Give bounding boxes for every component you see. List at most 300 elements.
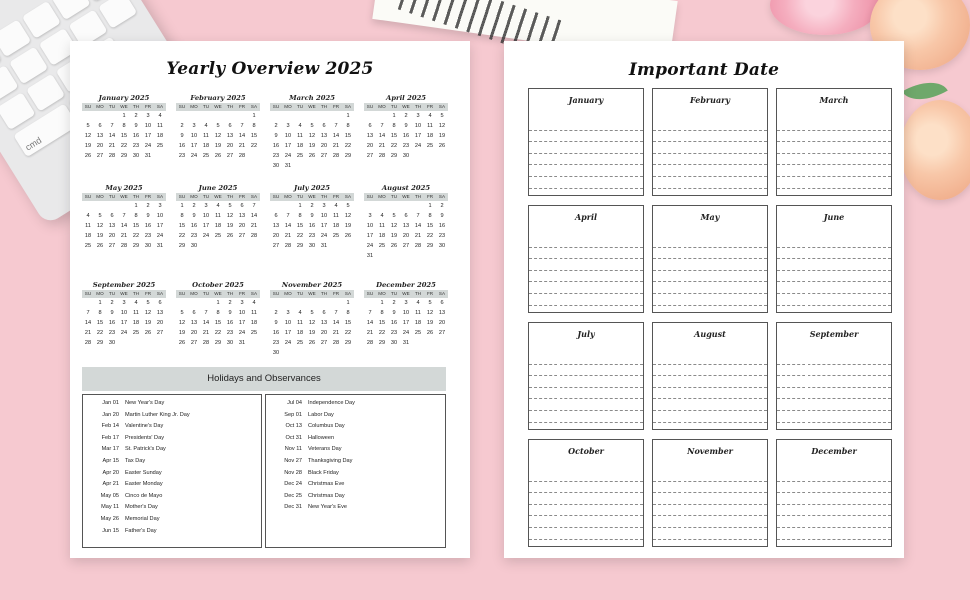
day-cell: 8 [346,123,350,129]
weekday-label: TU [296,194,304,199]
weekday-label: SU [366,194,374,199]
writing-line [777,131,891,143]
weekday-label: FR [144,104,152,109]
day-cell: 29 [132,243,140,249]
day-cell: 23 [144,233,152,239]
day-cell: 6 [274,213,278,219]
day-cell: 1 [122,113,126,119]
day-cell: 22 [250,143,258,149]
day-cell: 10 [120,310,128,316]
day-empty [294,111,306,121]
weekday-header [176,193,260,201]
day-cell: 12 [344,213,352,219]
day-cell: 26 [96,243,104,249]
day-cell: 22 [426,233,434,239]
holiday-name: Memorial Day [125,515,160,522]
day-cell: 24 [320,233,328,239]
weekday-label: WE [308,291,316,296]
day-grid [82,111,166,161]
day-cell: 23 [178,153,186,159]
day-grid [364,298,448,348]
day-cell: 18 [332,223,340,229]
day-cell: 17 [156,223,164,229]
day-cell: 12 [438,123,446,129]
day-cell: 20 [238,223,246,229]
day-cell: 14 [366,320,374,326]
holiday-item [83,491,261,503]
day-cell: 15 [378,320,386,326]
day-cell: 27 [108,243,116,249]
holiday-date: May 26 [100,515,119,522]
writing-line [777,142,891,154]
day-cell: 10 [366,223,374,229]
day-cell: 23 [226,330,234,336]
day-cell: 3 [416,113,420,119]
day-cell: 23 [108,330,116,336]
day-cell: 25 [414,330,422,336]
day-cell: 31 [320,243,328,249]
writing-line [777,282,891,294]
day-cell: 10 [320,213,328,219]
day-cell: 23 [132,143,140,149]
day-cell: 26 [390,243,398,249]
mini-calendar [270,281,354,358]
day-cell: 19 [390,233,398,239]
writing-lines [529,353,643,423]
weekday-label: FR [426,194,434,199]
writing-line [529,411,643,423]
writing-line [653,142,767,154]
day-cell: 26 [84,153,92,159]
day-cell: 20 [366,143,374,149]
holiday-name: Easter Sunday [125,469,162,476]
day-cell: 17 [366,233,374,239]
weekday-label: MO [378,104,386,109]
day-cell: 30 [438,243,446,249]
writing-line [529,177,643,189]
day-cell: 3 [286,310,290,316]
day-cell: 16 [108,320,116,326]
day-cell: 8 [380,310,384,316]
day-cell: 14 [332,133,340,139]
day-cell: 11 [133,310,139,316]
day-cell: 28 [366,340,374,346]
day-cell: 5 [86,123,90,129]
holiday-date: Apr 21 [102,481,119,488]
day-cell: 15 [250,133,258,139]
day-cell: 19 [344,223,352,229]
writing-line [529,516,643,528]
day-cell: 31 [144,153,152,159]
writing-line [653,516,767,528]
day-empty [282,298,294,308]
day-cell: 18 [202,143,210,149]
day-cell: 28 [414,243,422,249]
day-cell: 3 [404,300,408,306]
day-empty [200,298,212,308]
day-cell: 13 [108,223,116,229]
day-cell: 26 [344,233,352,239]
day-cell: 15 [178,223,186,229]
weekday-label: SA [156,291,164,296]
day-cell: 4 [252,300,256,306]
day-cell: 3 [368,213,372,219]
weekday-label: TH [320,194,328,199]
weekday-label: TH [414,104,422,109]
writing-line [653,505,767,517]
writing-line [529,282,643,294]
day-cell: 4 [416,300,420,306]
important-date-box [528,205,644,313]
holiday-name: Thanksgiving Day [308,457,353,464]
day-cell: 26 [144,330,152,336]
day-cell: 5 [146,300,150,306]
writing-lines [777,119,891,189]
writing-line [653,165,767,177]
day-cell: 17 [120,320,128,326]
day-cell: 9 [310,213,314,219]
holiday-name: Tax Day [125,457,146,464]
day-cell: 26 [438,143,446,149]
important-date-month: March [819,95,849,105]
day-cell: 19 [308,143,316,149]
weekday-label: MO [190,291,198,296]
weekday-header [82,290,166,298]
day-cell: 12 [308,133,316,139]
writing-line [529,131,643,143]
day-cell: 20 [320,330,328,336]
important-date-month: May [700,212,720,222]
weekday-header [270,193,354,201]
holiday-date: Nov 27 [284,457,302,464]
day-cell: 8 [216,310,220,316]
day-cell: 9 [134,123,138,129]
weekday-label: WE [120,194,128,199]
day-cell: 28 [238,153,246,159]
day-cell: 3 [204,203,208,209]
holiday-name: New Year's Eve [308,504,348,511]
day-cell: 27 [402,243,410,249]
weekday-label: TU [390,194,398,199]
day-cell: 3 [122,300,126,306]
weekday-label: TH [132,291,140,296]
weekday-label: SA [438,291,446,296]
weekday-label: TU [108,291,116,296]
day-cell: 23 [308,233,316,239]
day-cell: 26 [426,330,434,336]
day-cell: 25 [132,330,140,336]
day-cell: 28 [250,233,258,239]
day-cell: 15 [344,320,352,326]
day-cell: 29 [214,340,222,346]
mini-calendar [176,281,260,348]
holiday-item [266,444,445,456]
day-cell: 27 [96,153,104,159]
writing-line [777,165,891,177]
day-cell: 24 [238,330,246,336]
holiday-name: Mother's Day [125,504,158,511]
day-grid [176,298,260,348]
day-cell: 28 [378,153,386,159]
day-cell: 4 [428,113,432,119]
day-cell: 21 [108,143,116,149]
day-grid [270,201,354,251]
day-cell: 19 [84,143,92,149]
day-cell: 13 [190,320,198,326]
day-grid [82,201,166,251]
day-cell: 10 [284,320,292,326]
day-cell: 5 [440,113,444,119]
holiday-date: Oct 13 [285,423,302,430]
holiday-name: Presidents' Day [125,434,164,441]
writing-line [529,365,643,377]
day-grid [364,111,448,161]
important-date-box [528,88,644,196]
day-cell: 3 [146,113,150,119]
weekday-header [364,193,448,201]
day-cell: 5 [392,213,396,219]
writing-line [653,154,767,166]
holiday-date: Mar 17 [101,446,119,453]
day-cell: 27 [438,330,446,336]
day-cell: 22 [178,233,186,239]
day-cell: 8 [298,213,302,219]
weekday-header [176,103,260,111]
day-empty [82,201,94,211]
writing-line [777,119,891,131]
day-cell: 17 [238,320,246,326]
holiday-date: Nov 28 [284,469,302,476]
weekday-label: TU [296,104,304,109]
important-date-box [776,439,892,547]
holiday-name: Black Friday [308,469,339,476]
writing-line [653,365,767,377]
day-cell: 14 [202,320,210,326]
day-cell: 25 [214,233,222,239]
holiday-item [266,421,445,433]
weekday-label: TU [202,104,210,109]
weekday-label: TU [390,291,398,296]
day-cell: 13 [438,310,446,316]
day-cell: 29 [120,153,128,159]
weekday-label: FR [238,291,246,296]
day-cell: 15 [120,133,128,139]
day-cell: 27 [272,243,280,249]
day-cell: 10 [190,133,198,139]
day-cell: 18 [296,143,304,149]
holiday-date: Nov 11 [284,446,302,453]
writing-line [777,411,891,423]
day-cell: 21 [366,330,374,336]
day-empty [376,111,388,121]
holiday-item [266,479,445,491]
day-empty [318,111,330,121]
holiday-item [266,398,445,410]
mini-calendar [270,94,354,171]
holiday-name: Labor Day [308,411,334,418]
day-cell: 14 [332,320,340,326]
day-cell: 19 [178,330,186,336]
day-empty [106,111,118,121]
day-cell: 18 [84,233,92,239]
day-cell: 11 [203,133,209,139]
day-cell: 17 [414,133,422,139]
weekday-label: SU [272,194,280,199]
day-cell: 10 [402,310,410,316]
day-cell: 8 [98,310,102,316]
holidays-list-2 [265,394,446,548]
day-cell: 4 [334,203,338,209]
writing-line [653,294,767,306]
day-cell: 24 [284,153,292,159]
mini-calendar-title: April 2025 [385,94,427,102]
day-empty [94,201,106,211]
holiday-item [83,456,261,468]
day-cell: 4 [298,123,302,129]
day-cell: 2 [228,300,232,306]
weekday-label: MO [378,194,386,199]
day-cell: 21 [332,143,340,149]
writing-line [777,154,891,166]
day-cell: 7 [110,123,114,129]
writing-line [653,236,767,248]
day-empty [306,298,318,308]
weekday-label: TU [296,291,304,296]
day-cell: 19 [96,233,104,239]
page-title: Yearly Overview 2025 [166,59,374,79]
holiday-item [266,433,445,445]
key-label: cmd [23,135,44,153]
day-cell: 10 [284,133,292,139]
day-cell: 11 [157,123,163,129]
day-cell: 13 [96,133,104,139]
important-date-month: April [574,212,598,222]
writing-line [529,271,643,283]
day-empty [364,111,376,121]
day-cell: 12 [308,320,316,326]
holiday-date: Dec 24 [284,481,302,488]
holiday-item [83,444,261,456]
weekday-label: WE [214,104,222,109]
day-cell: 1 [346,113,350,119]
day-cell: 16 [226,320,234,326]
day-cell: 24 [414,143,422,149]
weekday-label: WE [402,104,410,109]
weekday-label: SA [438,104,446,109]
mini-calendar-title: January 2025 [98,94,150,102]
holiday-item [83,468,261,480]
day-empty [94,111,106,121]
day-cell: 16 [272,143,280,149]
weekday-label: TH [132,104,140,109]
day-cell: 24 [284,340,292,346]
writing-line [777,236,891,248]
weekday-label: TH [414,291,422,296]
day-cell: 21 [202,330,210,336]
weekday-label: SU [178,291,186,296]
day-cell: 16 [144,223,152,229]
day-cell: 25 [378,243,386,249]
pink-flower [770,0,880,35]
day-cell: 8 [346,310,350,316]
day-cell: 5 [428,300,432,306]
day-cell: 9 [180,133,184,139]
holiday-date: Feb 17 [101,434,119,441]
day-cell: 7 [204,310,208,316]
writing-line [529,493,643,505]
day-cell: 13 [402,223,410,229]
holiday-item [266,502,445,514]
day-cell: 1 [180,203,184,209]
writing-line [777,516,891,528]
day-cell: 18 [156,133,164,139]
weekday-label: MO [190,104,198,109]
day-cell: 3 [322,203,326,209]
mini-calendar-title: September 2025 [92,281,156,289]
day-cell: 15 [390,133,398,139]
day-cell: 19 [226,223,234,229]
weekday-label: WE [214,194,222,199]
mini-calendar [82,281,166,348]
day-cell: 29 [178,243,186,249]
writing-lines [777,470,891,540]
day-cell: 22 [132,233,140,239]
day-cell: 26 [308,340,316,346]
mini-calendar-title: November 2025 [281,281,343,289]
day-cell: 19 [144,320,152,326]
day-cell: 5 [346,203,350,209]
day-cell: 28 [84,340,92,346]
important-date-box [528,322,644,430]
mini-calendar-title: July 2025 [294,184,330,192]
writing-line [653,177,767,189]
holiday-item [266,468,445,480]
day-cell: 27 [320,340,328,346]
day-cell: 7 [334,310,338,316]
weekday-label: MO [96,194,104,199]
day-cell: 3 [240,300,244,306]
day-cell: 3 [192,123,196,129]
day-empty [118,201,130,211]
day-cell: 8 [252,123,256,129]
weekday-label: WE [402,194,410,199]
holiday-name: Halloween [308,434,335,441]
weekday-label: FR [144,194,152,199]
weekday-label: SA [344,291,352,296]
writing-line [777,493,891,505]
holiday-date: Oct 31 [285,434,302,441]
day-empty [400,201,412,211]
day-cell: 6 [368,123,372,129]
day-cell: 29 [296,243,304,249]
day-cell: 18 [296,330,304,336]
important-date-box [776,88,892,196]
day-cell: 4 [380,213,384,219]
day-cell: 20 [96,143,104,149]
day-cell: 28 [284,243,292,249]
day-cell: 14 [414,223,422,229]
day-cell: 21 [284,233,292,239]
writing-lines [529,236,643,306]
day-cell: 13 [272,223,280,229]
day-cell: 15 [344,133,352,139]
writing-line [777,353,891,365]
weekday-label: SU [178,104,186,109]
weekday-label: SU [272,291,280,296]
writing-line [653,259,767,271]
day-empty [306,111,318,121]
writing-line [653,528,767,540]
